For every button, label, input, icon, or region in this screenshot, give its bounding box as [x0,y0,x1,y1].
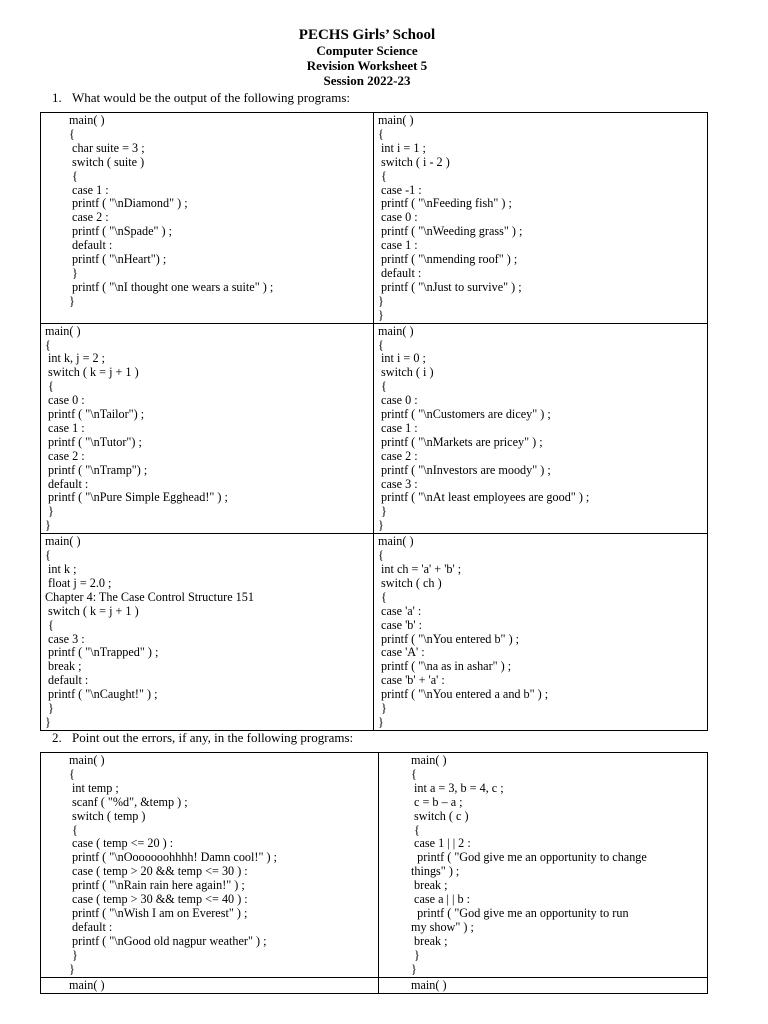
question-2-heading [52,731,353,745]
subject-title: Computer Science [316,43,418,58]
question-2-text: Point out the errors, if any, in the following programs: [72,730,354,745]
q1-program-5-code: main( ) { int k ; float j = 2.0 ; Chapter 4: The Case Control Structure 151 switch ( k = j + 1 ) { case 3 : printf ( "\nTrapped" ) ; break ; default : printf ( "\nCaught!" ) ; } } [45,534,254,729]
q1-program-5-cell [41,534,374,731]
school-name: PECHS Girls’ School [298,27,436,43]
question-2-number: 2. [52,730,62,745]
question-1-table [40,112,708,731]
q2-program-1-cell [41,753,379,978]
worksheet-header [0,27,734,88]
q2-program-2-cell [379,753,708,978]
q2-program-3-code: main( ) [69,977,105,992]
q2-program-4-code: main( ) [411,977,447,992]
q1-program-3-cell [41,323,374,534]
q1-program-1-code: main( ) { char suite = 3 ; switch ( suite ) { case 1 : printf ( "\nDiamond" ) ; case 2 : printf ( "\nSpade" ) ; default : printf ( "\nHeart") ; } printf ( "\nI thought one wears a suite" ) ; } [69,113,274,308]
question-1-heading [52,91,350,105]
question-2-table [40,752,708,994]
question-1-number: 1. [52,90,62,105]
q1-program-6-cell [374,534,708,731]
q2-program-3-cell [41,977,379,993]
q1-program-2-code: main( ) { int i = 1 ; switch ( i - 2 ) { case -1 : printf ( "\nFeeding fish" ) ; case 0 : printf ( "\nWeeding grass" ) ; case 1 : printf ( "\nmending roof" ) ; default : printf ( "\nJust to survive" ) ; } } [378,113,523,322]
q1-program-4-code: main( ) { int i = 0 ; switch ( i ) { case 0 : printf ( "\nCustomers are dicey" ) ; case 1 : printf ( "\nMarkets are pricey" ) ; case 2 : printf ( "\nInvestors are moody" ) ; case 3 : printf ( "\nAt least employees are good" ) ; } } [378,323,590,533]
q1-program-6-code: main( ) { int ch = 'a' + 'b' ; switch ( ch ) { case 'a' : case 'b' : printf ( "\nYou entered b" ) ; case 'A' : printf ( "\na as in ashar" ) ; case 'b' + 'a' : printf ( "\nYou entered a and b" ) ; } } [378,534,549,729]
q2-program-1-code: main( ) { int temp ; scanf ( "%d", &temp ) ; switch ( temp ) { case ( temp <= 20 ) : printf ( "\nOoooooohhhh! Damn cool!" ) ; case ( temp > 20 && temp <= 30 ) : printf ( "\nRain rain here again!" ) ; case ( temp > 30 && temp <= 40 ) : printf ( "\nWish I am on Everest" ) ; default : printf ( "\nGood old nagpur weather" ) ; } } [69,753,277,976]
q1-program-1-cell [41,113,374,324]
q1-program-2-cell [374,113,708,324]
worksheet-title: Revision Worksheet 5 [306,58,428,73]
question-1-text: What would be the output of the following programs: [72,90,351,105]
q1-program-3-code: main( ) { int k, j = 2 ; switch ( k = j + 1 ) { case 0 : printf ( "\nTailor") ; case 1 : printf ( "\nTutor") ; case 2 : printf ( "\nTramp") ; default : printf ( "\nPure Simple Egghead!" ) ; } } [45,323,228,533]
q2-program-4-cell [379,977,708,993]
session-title: Session 2022-23 [323,73,411,88]
q2-program-2-code: main( ) { int a = 3, b = 4, c ; c = b – a ; switch ( c ) { case 1 | | 2 : printf ( "God give me an opportunity to change things" ) ; break ; case a | | b : printf ( "God give me an opportunity to run my show" ) ; break ; } } [411,753,647,976]
q1-program-4-cell [374,323,708,534]
